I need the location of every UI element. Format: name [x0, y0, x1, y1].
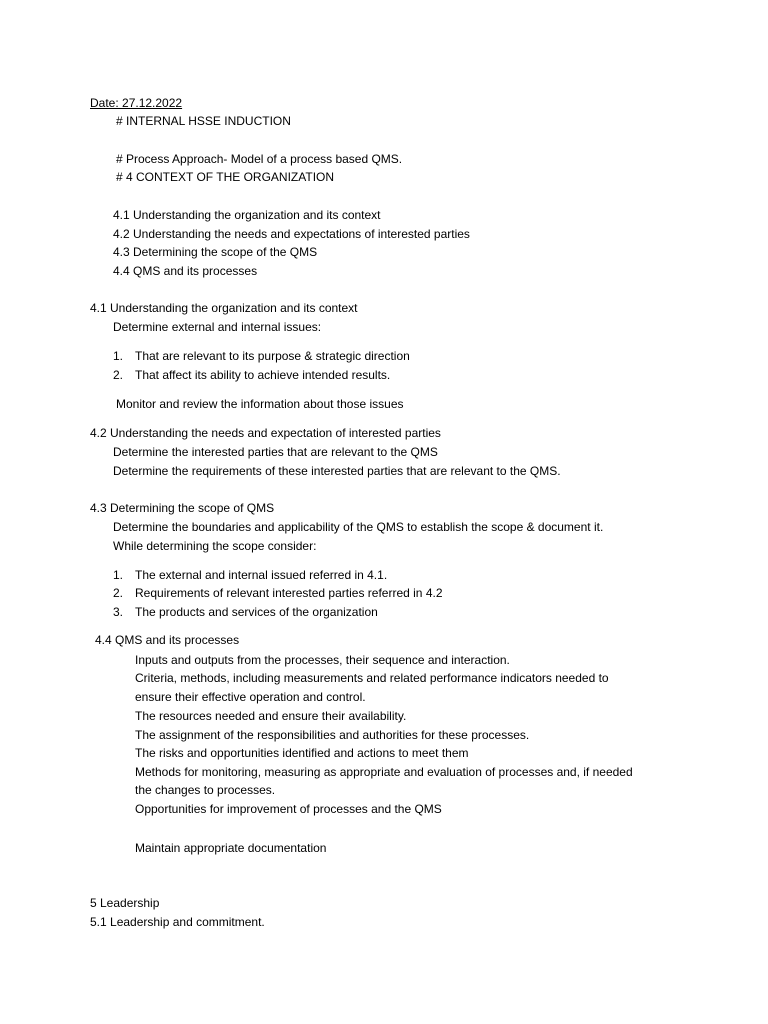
section-4-4-line: the changes to processes. — [135, 783, 276, 797]
section-4-4-line: Methods for monitoring, measuring as appropriate and evaluation of processes and, if needed — [135, 765, 633, 779]
list-number: 3. — [113, 605, 124, 619]
section-4-2-line: Determine the requirements of these interested parties that are relevant to the QMS. — [113, 464, 561, 478]
document-date: Date: 27.12.2022 — [90, 96, 183, 110]
heading-context: # 4 CONTEXT OF THE ORGANIZATION — [116, 170, 335, 184]
heading-induction: # INTERNAL HSSE INDUCTION — [116, 114, 291, 128]
list-text: That affect its ability to achieve intended results. — [135, 368, 391, 382]
section-4-4-line: ensure their effective operation and control. — [135, 690, 366, 704]
toc-item: 4.3 Determining the scope of the QMS — [113, 245, 318, 259]
section-4-4-line: Inputs and outputs from the processes, their sequence and interaction. — [135, 653, 510, 667]
list-text: The external and internal issued referred in 4.1. — [135, 568, 388, 582]
section-4-1-monitor: Monitor and review the information about those issues — [116, 397, 404, 411]
section-4-4-line: The risks and opportunities identified and actions to meet them — [135, 746, 469, 760]
list-number: 2. — [113, 586, 124, 600]
list-item — [113, 604, 378, 620]
section-5-1-title: 5.1 Leadership and commitment. — [90, 915, 265, 929]
section-4-2-line: Determine the interested parties that are relevant to the QMS — [113, 445, 438, 459]
section-4-1-intro: Determine external and internal issues: — [113, 320, 322, 334]
heading-process-approach: # Process Approach- Model of a process based QMS. — [116, 152, 403, 166]
list-number: 1. — [113, 568, 124, 582]
toc-item: 4.4 QMS and its processes — [113, 264, 258, 278]
list-number: 1. — [113, 349, 124, 363]
section-4-4-line: Criteria, methods, including measurements and related performance indicators needed to — [135, 671, 609, 685]
list-text: That are relevant to its purpose & strategic direction — [135, 349, 410, 363]
section-4-3-line: Determine the boundaries and applicability of the QMS to establish the scope & document it. — [113, 520, 604, 534]
list-item — [113, 348, 410, 364]
list-number: 2. — [113, 368, 124, 382]
section-4-2-title: 4.2 Understanding the needs and expectation of interested parties — [90, 426, 441, 440]
section-5-title: 5 Leadership — [90, 896, 160, 910]
section-4-4-line: The resources needed and ensure their availability. — [135, 709, 407, 723]
section-4-3-line: While determining the scope consider: — [113, 539, 317, 553]
list-item — [113, 567, 387, 583]
list-text: Requirements of relevant interested parties referred in 4.2 — [135, 586, 443, 600]
list-text: The products and services of the organization — [135, 605, 378, 619]
toc-item: 4.1 Understanding the organization and its context — [113, 208, 381, 222]
section-4-3-title: 4.3 Determining the scope of QMS — [90, 501, 275, 515]
section-4-4-line: The assignment of the responsibilities and authorities for these processes. — [135, 728, 530, 742]
list-item — [113, 367, 390, 383]
list-item — [113, 585, 443, 601]
section-4-4-title: 4.4 QMS and its processes — [95, 633, 240, 647]
section-4-4-line: Opportunities for improvement of processes and the QMS — [135, 802, 442, 816]
section-4-4-maintain: Maintain appropriate documentation — [135, 841, 327, 855]
toc-item: 4.2 Understanding the needs and expectations of interested parties — [113, 227, 470, 241]
section-4-1-title: 4.1 Understanding the organization and its context — [90, 301, 358, 315]
